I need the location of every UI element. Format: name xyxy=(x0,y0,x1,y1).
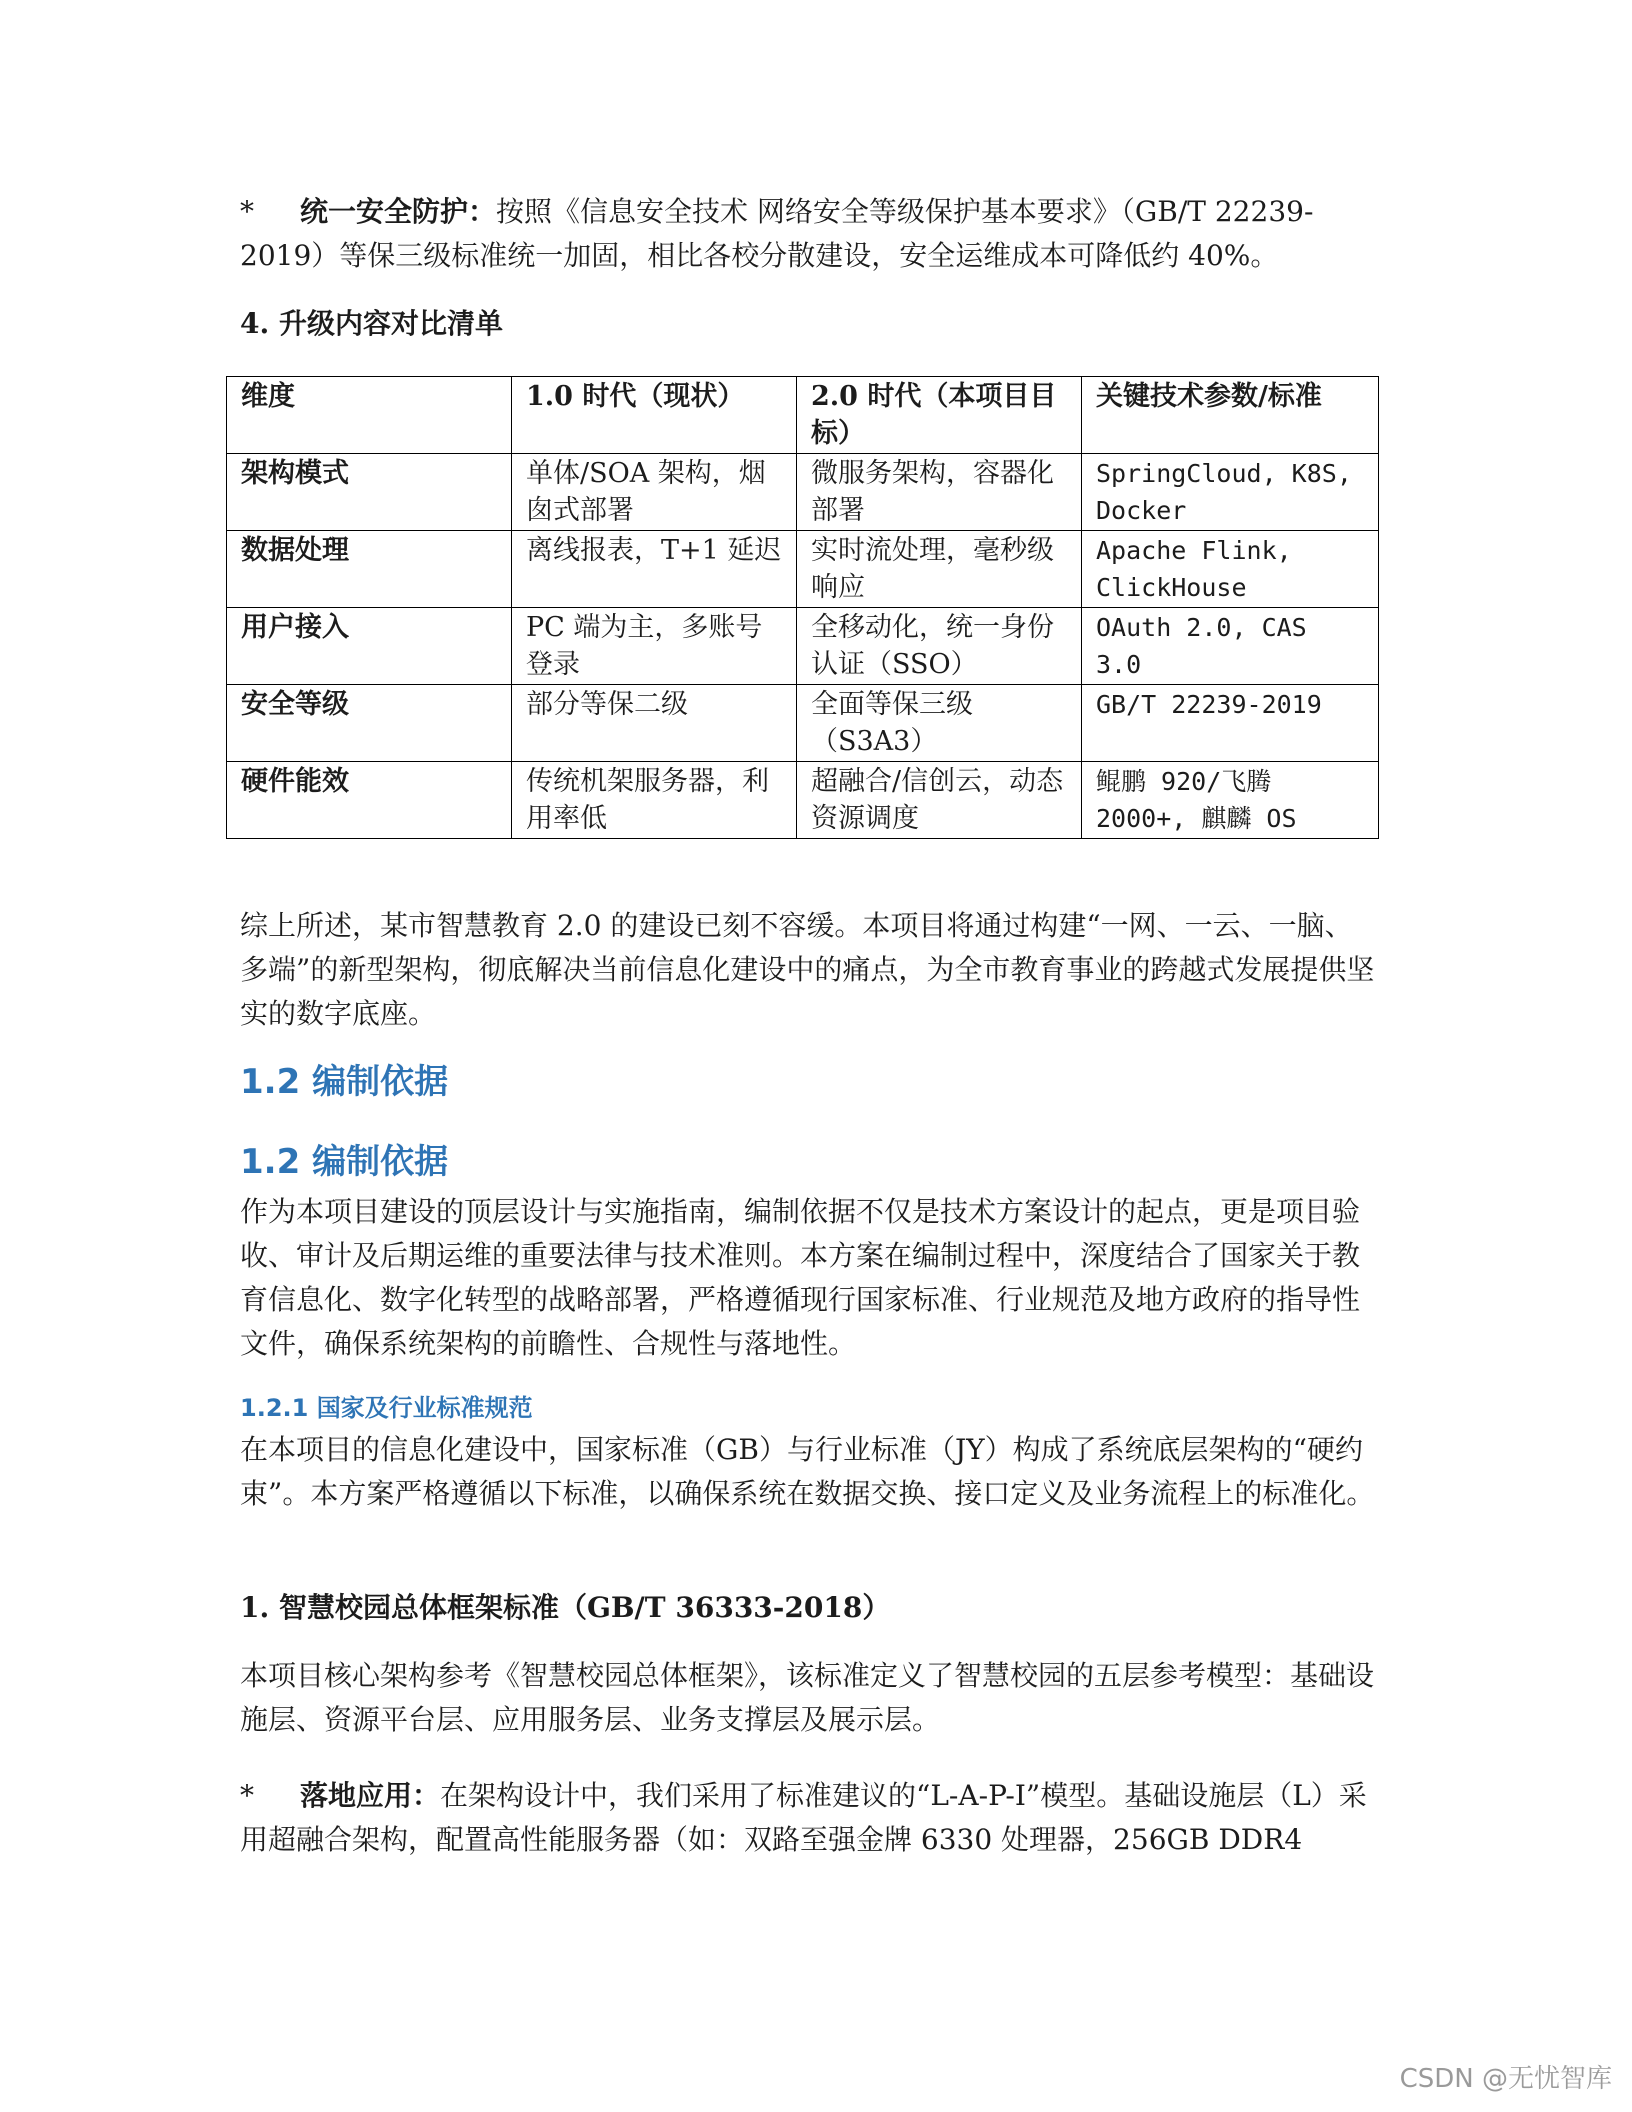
table-cell: 鲲鹏 920/飞腾 2000+, 麒麟 OS xyxy=(1082,762,1379,839)
table-cell: PC 端为主，多账号登录 xyxy=(512,608,797,685)
table-cell: Apache Flink, ClickHouse xyxy=(1082,531,1379,608)
bullet-text: 按照《信息安全技术 网络安全等级保护基本要求》（GB/T 22239-2019）等保三级标准统一加固，相比各校分散建设，安全运维成本可降低约 40%。 xyxy=(240,195,1314,272)
list-heading-framework: 1. 智慧校园总体框架标准（GB/T 36333-2018） xyxy=(240,1591,891,1624)
summary-paragraph: 综上所述，某市智慧教育 2.0 的建设已刻不容缓。本项目将通过构建“一网、一云、一脑、多端”的新型架构，彻底解决当前信息化建设中的痛点，为全市教育事业的跨越式发展提供坚实的数字底座。 xyxy=(240,909,1375,1030)
bullet-title: 统一安全防护： xyxy=(300,195,497,228)
comparison-table xyxy=(226,376,1379,839)
table-cell: 数据处理 xyxy=(227,531,512,608)
security-bullet xyxy=(240,190,1380,278)
table-cell: OAuth 2.0, CAS 3.0 xyxy=(1082,608,1379,685)
table-cell: 微服务架构，容器化部署 xyxy=(797,454,1082,531)
table-cell: 全面等保三级（S3A3） xyxy=(797,685,1082,762)
header-dimension: 维度 xyxy=(227,377,512,454)
table-cell: 架构模式 xyxy=(227,454,512,531)
table-row xyxy=(227,454,1379,531)
table-cell: 单体/SOA 架构，烟囱式部署 xyxy=(512,454,797,531)
table-cell: 离线报表，T+1 延迟 xyxy=(512,531,797,608)
standards-paragraph: 在本项目的信息化建设中，国家标准（GB）与行业标准（JY）构成了系统底层架构的“硬约束”。本方案严格遵循以下标准，以确保系统在数据交换、接口定义及业务流程上的标准化。 xyxy=(240,1433,1375,1510)
bullet-mark: * xyxy=(240,1779,254,1812)
table-cell: 用户接入 xyxy=(227,608,512,685)
table-cell: 实时流处理，毫秒级响应 xyxy=(797,531,1082,608)
table-row xyxy=(227,685,1379,762)
landing-bullet xyxy=(240,1774,1380,1862)
basis-paragraph: 作为本项目建设的顶层设计与实施指南，编制依据不仅是技术方案设计的起点，更是项目验收、审计及后期运维的重要法律与技术准则。本方案在编制过程中，深度结合了国家关于教育信息化、数字化转型的战略部署，严格遵循现行国家标准、行业规范及地方政府的指导性文件，确保系统架构的前瞻性、合规性与落地性。 xyxy=(240,1195,1361,1360)
list-heading-comparison: 4. 升级内容对比清单 xyxy=(240,307,503,340)
framework-paragraph: 本项目核心架构参考《智慧校园总体框架》，该标准定义了智慧校园的五层参考模型：基础设施层、资源平台层、应用服务层、业务支撑层及展示层。 xyxy=(240,1659,1375,1736)
table-row xyxy=(227,531,1379,608)
table-cell: 传统机架服务器，利用率低 xyxy=(512,762,797,839)
bullet-title: 落地应用： xyxy=(300,1779,441,1812)
table-cell: GB/T 22239-2019 xyxy=(1082,685,1379,762)
table-cell: 全移动化，统一身份认证（SSO） xyxy=(797,608,1082,685)
table-cell: 安全等级 xyxy=(227,685,512,762)
table-header-row xyxy=(227,377,1379,454)
table-cell: SpringCloud, K8S, Docker xyxy=(1082,454,1379,531)
table-cell: 硬件能效 xyxy=(227,762,512,839)
bullet-text: 在架构设计中，我们采用了标准建议的“L-A-P-I”模型。基础设施层（L）采用超融合架构，配置高性能服务器（如：双路至强金牌 6330 处理器，256GB DDR4 xyxy=(240,1779,1367,1856)
table-row xyxy=(227,762,1379,839)
section-heading-basis: 1.2 编制依据 xyxy=(240,1062,449,1102)
table-cell: 部分等保二级 xyxy=(512,685,797,762)
bullet-mark: * xyxy=(240,195,254,228)
table-row xyxy=(227,608,1379,685)
header-tech-params: 关键技术参数/标准 xyxy=(1082,377,1379,454)
header-era-1: 1.0 时代（现状） xyxy=(512,377,797,454)
section-heading-basis-repeat: 1.2 编制依据 xyxy=(240,1142,449,1182)
subsection-heading-standards: 1.2.1 国家及行业标准规范 xyxy=(240,1394,533,1422)
table-cell: 超融合/信创云，动态资源调度 xyxy=(797,762,1082,839)
watermark: CSDN @无忧智库 xyxy=(1399,2064,1612,2094)
header-era-2: 2.0 时代（本项目目标） xyxy=(797,377,1082,454)
